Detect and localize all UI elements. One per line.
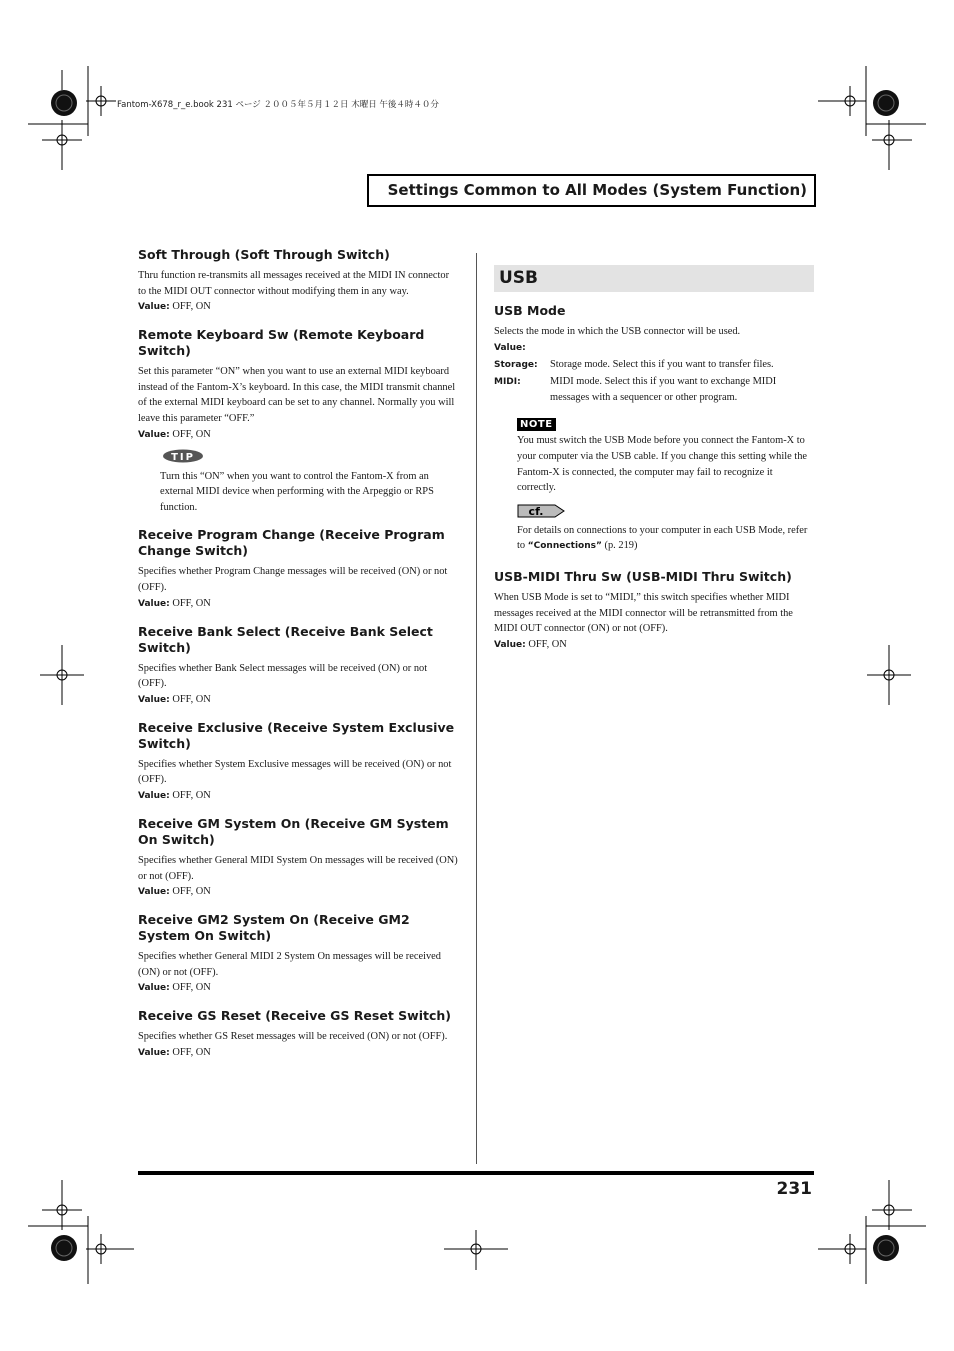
section-value: [138, 980, 458, 996]
section-title: Remote Keyboard Sw (Remote Keyboard Switch): [138, 327, 425, 359]
section-body: Specifies whether System Exclusive messages will be received (ON) or not (OFF).: [138, 758, 452, 786]
value-text: OFF, ON: [172, 982, 211, 994]
usb-heading-bar: [494, 265, 814, 292]
option-term: Storage:: [494, 359, 538, 370]
section-receive-gs-reset: [138, 1008, 458, 1061]
value-label: Value:: [138, 1047, 170, 1058]
section-receive-program-change: [138, 527, 458, 611]
left-column: [138, 247, 458, 1073]
value-text: OFF, ON: [172, 789, 211, 801]
section-value: [138, 299, 458, 315]
value-text: OFF, ON: [172, 301, 211, 313]
section-receive-gm2-system-on: [138, 912, 458, 996]
tip-text: Turn this “ON” when you want to control the Fantom-X from an external MIDI device when performing with the Arpeggio or RPS function.: [160, 470, 434, 513]
value-label: Value:: [138, 429, 170, 440]
section-value: [138, 1045, 458, 1061]
value-text: OFF, ON: [172, 597, 211, 609]
cf-link[interactable]: “Connections”: [527, 541, 602, 552]
value-label: Value:: [138, 790, 170, 801]
section-receive-exclusive: [138, 720, 458, 804]
cf-text: For details on connections to your computer in each USB Mode, refer to: [517, 524, 808, 552]
section-title: USB-MIDI Thru Sw (USB-MIDI Thru Switch): [494, 568, 792, 584]
value-label: Value:: [138, 887, 170, 898]
section-value: [494, 637, 814, 653]
value-label: Value:: [138, 694, 170, 705]
value-text: OFF, ON: [528, 638, 567, 650]
section-body: Thru function re-transmits all messages received at the MIDI IN connector to the MIDI OUT connector without modifying them in any way.: [138, 270, 450, 297]
section-value: [138, 692, 458, 708]
note-box: [517, 414, 814, 495]
usb-mode-options: [494, 357, 814, 408]
value-label: Value:: [138, 598, 170, 609]
section-body: Specifies whether General MIDI 2 System On messages will be received (ON) or not (OFF).: [138, 951, 441, 978]
section-title: USB Mode: [494, 303, 566, 318]
section-body: Specifies whether GS Reset messages will be received (ON) or not (OFF).: [138, 1031, 448, 1043]
section-title: Soft Through (Soft Through Switch): [138, 247, 390, 262]
value-text: OFF, ON: [172, 1046, 211, 1058]
right-column: [494, 265, 814, 665]
section-usb-mode: [494, 303, 814, 555]
cf-box: [517, 504, 814, 555]
print-info-line: Fantom-X678_r_e.book 231 ページ ２００５年５月１２日 木曜日 午後４時４０分: [117, 100, 439, 110]
section-title: Receive GM2 System On (Receive GM2 System On Switch): [138, 912, 410, 944]
tip-box: [160, 449, 458, 516]
chapter-header: [367, 174, 816, 207]
option-desc: MIDI mode. Select this if you want to exchange MIDI messages with a sequencer or other program.: [550, 376, 777, 403]
option-term: MIDI:: [494, 377, 521, 388]
usb-heading: USB: [499, 268, 539, 288]
value-label-line: [494, 340, 814, 356]
section-receive-gm-system-on: [138, 816, 458, 900]
section-body: Specifies whether Program Change messages will be received (ON) or not (OFF).: [138, 566, 448, 593]
value-label: Value:: [494, 639, 526, 650]
option-desc: Storage mode. Select this if you want to transfer files.: [550, 358, 774, 370]
value-label: Value:: [138, 983, 170, 994]
value-label: Value:: [494, 342, 526, 353]
section-title: Receive Bank Select (Receive Bank Select Switch): [138, 623, 433, 655]
section-soft-through: [138, 247, 458, 315]
cf-icon: [517, 504, 565, 518]
section-value: [138, 884, 458, 900]
section-title: Receive GM System On (Receive GM System On Switch): [138, 815, 449, 847]
section-body: Set this parameter “ON” when you want to use an external MIDI keyboard instead of the Fantom-X’s keyboard. In this case, the MIDI transmit channel of the external MIDI keyboard can be set to any channel. Normally you will leave this parameter “OFF.”: [138, 366, 456, 424]
section-title: Receive GS Reset (Receive GS Reset Switch): [138, 1008, 451, 1024]
tip-label: TIP: [171, 451, 195, 463]
section-usb-midi-thru: [494, 569, 814, 653]
tip-icon: [162, 449, 204, 463]
section-receive-bank-select: [138, 624, 458, 708]
page-number: 231: [776, 1179, 812, 1199]
section-value: [138, 788, 458, 804]
value-text: OFF, ON: [172, 886, 211, 898]
note-icon: NOTE: [517, 418, 556, 431]
value-text: OFF, ON: [172, 428, 211, 440]
section-value: [138, 427, 458, 443]
chapter-title: Settings Common to All Modes (System Function): [387, 181, 807, 199]
cf-text-line: [517, 523, 814, 555]
note-text: You must switch the USB Mode before you connect the Fantom-X to your computer via the USB cable. If you change this setting while the Fantom-X is connected, the computer may fail to recognize it correctly.: [517, 435, 807, 494]
section-title: Receive Program Change (Receive Program Change Switch): [138, 527, 445, 559]
section-value: [138, 596, 458, 612]
section-remote-keyboard: [138, 327, 458, 515]
section-title: Receive Exclusive (Receive System Exclusive Switch): [138, 719, 455, 751]
section-body: Specifies whether Bank Select messages will be received (ON) or not (OFF).: [138, 662, 428, 690]
section-body: Specifies whether General MIDI System On messages will be received (ON) or not (OFF).: [138, 854, 458, 882]
cf-label: cf.: [528, 504, 544, 518]
section-body: Selects the mode in which the USB connector will be used.: [494, 326, 741, 337]
value-text: OFF, ON: [172, 693, 211, 705]
cf-page: (p. 219): [604, 540, 638, 552]
footer-rule: [138, 1171, 814, 1175]
column-divider: [476, 253, 477, 1164]
value-label: Value:: [138, 302, 170, 313]
section-body: When USB Mode is set to “MIDI,” this switch specifies whether MIDI messages received at the MIDI connector will be retransmitted from the MIDI OUT connector (ON) or not (OFF).: [494, 591, 793, 635]
